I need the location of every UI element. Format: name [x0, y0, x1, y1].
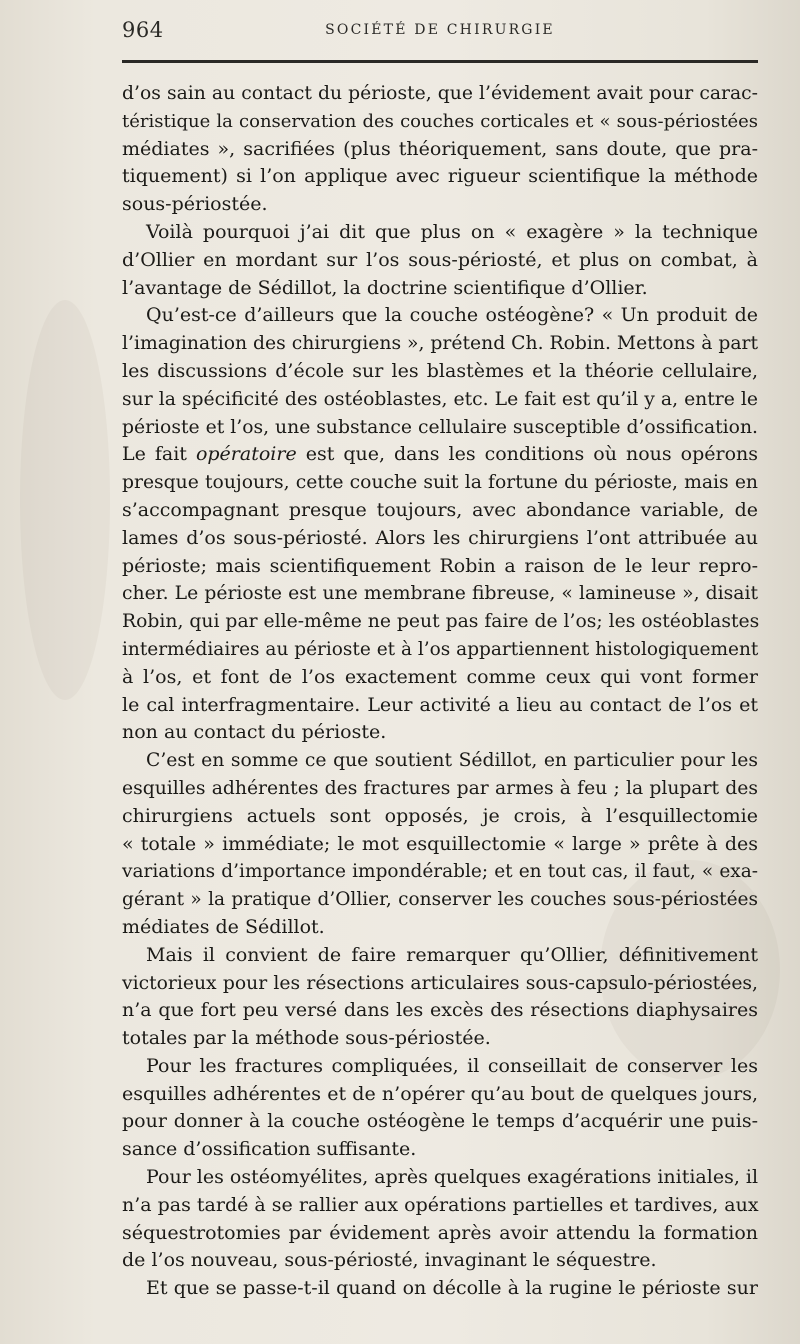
text-line: médiates », sacrifiées (plus théoriquement, sans doute, que pra-	[122, 137, 758, 160]
text-line: n’a que fort peu versé dans les excès des résections diaphysaires	[122, 999, 758, 1022]
header-rule	[122, 60, 758, 63]
text-line: « totale » immédiate; le mot esquillectomie « large » prête à des	[122, 832, 758, 855]
page-number: 964	[122, 18, 164, 42]
text-line: téristique la conservation des couches corticales et « sous-périostées	[122, 110, 758, 132]
text-line: sur la spécificité des ostéoblastes, etc. Le fait est qu’il y a, entre le	[122, 388, 758, 410]
text-line: le cal interfragmentaire. Leur activité a lieu au contact de l’os et	[122, 693, 758, 716]
text-line: Et que se passe-t-il quand on décolle à la rugine le périoste sur	[146, 1277, 758, 1300]
text-line: totales par la méthode sous-périostée.	[122, 1027, 491, 1050]
text-line: chirurgiens actuels sont opposés, je crois, à l’esquillectomie	[122, 804, 758, 827]
italic-word: opératoire	[195, 443, 297, 466]
text-line: Mais il convient de faire remarquer qu’Ollier, définitivement	[146, 943, 758, 966]
text-line: d’Ollier en mordant sur l’os sous-périosté, et plus on combat, à	[122, 248, 758, 271]
text-line: sance d’ossification suffisante.	[122, 1138, 417, 1161]
text-line: presque toujours, cette couche suit la fortune du périoste, mais en	[122, 472, 758, 494]
text-line: esquilles adhérentes et de n’opérer qu’au bout de quelques jours,	[122, 1082, 758, 1105]
text-line: sous-périostée.	[122, 193, 268, 216]
text-line	[122, 441, 758, 469]
text-line: Robin, qui par elle-même ne peut pas faire de l’os; les ostéoblastes	[122, 611, 760, 633]
text-line: à l’os, et font de l’os exactement comme ceux qui vont former	[122, 665, 758, 688]
text-line: cher. Le périoste est une membrane fibreuse, « lamineuse », disait	[122, 583, 758, 605]
text-line: pour donner à la couche ostéogène le temps d’acquérir une puis-	[122, 1110, 758, 1133]
text-line: séquestrotomies par évidement après avoir attendu la formation	[122, 1221, 758, 1244]
text-line: victorieux pour les résections articulaires sous-capsulo-périostées,	[122, 972, 758, 994]
text-line: lames d’os sous-périosté. Alors les chirurgiens l’ont attribuée au	[122, 526, 758, 549]
text-line: gérant » la pratique d’Ollier, conserver les couches sous-périostées	[122, 889, 758, 911]
text-line: s’accompagnant presque toujours, avec abondance variable, de	[122, 498, 758, 521]
text-line: de l’os nouveau, sous-périosté, invaginant le séquestre.	[122, 1249, 657, 1272]
body-text	[122, 80, 758, 1303]
paper-stain	[20, 300, 110, 700]
text-line: l’avantage de Sédillot, la doctrine scientifique d’Ollier.	[122, 276, 648, 299]
text-line: Qu’est-ce d’ailleurs que la couche ostéogène? « Un produit de	[146, 304, 758, 327]
text-line: médiates de Sédillot.	[122, 915, 325, 938]
running-title: SOCIÉTÉ DE CHIRURGIE	[325, 22, 555, 38]
text-line: les discussions d’école sur les blastèmes et la théorie cellulaire,	[122, 359, 758, 382]
text-line: l’imagination des chirurgiens », prétend Ch. Robin. Mettons à part	[122, 333, 759, 355]
page-header	[122, 18, 758, 48]
text-line: périoste et l’os, une substance cellulaire susceptible d’ossification.	[122, 416, 758, 438]
text-line: Pour les ostéomyélites, après quelques exagérations initiales, il	[146, 1166, 759, 1189]
text-line: non au contact du périoste.	[122, 721, 387, 744]
text-line: variations d’importance impondérable; et en tout cas, il faut, « exa-	[122, 861, 758, 883]
text-line: Pour les fractures compliquées, il conseillait de conserver les	[146, 1054, 758, 1077]
text-line: n’a pas tardé à se rallier aux opérations partielles et tardives, aux	[122, 1193, 759, 1216]
text-line: d’os sain au contact du périoste, que l’évidement avait pour carac-	[122, 83, 758, 104]
text-line: Voilà pourquoi j’ai dit que plus on « exagère » la technique	[146, 220, 758, 243]
text-segment: est que, dans les conditions où nous opérons	[296, 443, 758, 466]
text-line: C’est en somme ce que soutient Sédillot, en particulier pour les	[146, 750, 758, 772]
text-line: tiquement) si l’on applique avec rigueur scientifique la méthode	[122, 165, 758, 188]
text-line: périoste; mais scientifiquement Robin a raison de le leur repro-	[122, 554, 758, 577]
text-line: intermédiaires au périoste et à l’os appartiennent histologiquement	[122, 638, 759, 660]
text-segment: Le fait	[122, 443, 196, 466]
text-line: esquilles adhérentes des fractures par armes à feu ; la plupart des	[122, 777, 758, 799]
